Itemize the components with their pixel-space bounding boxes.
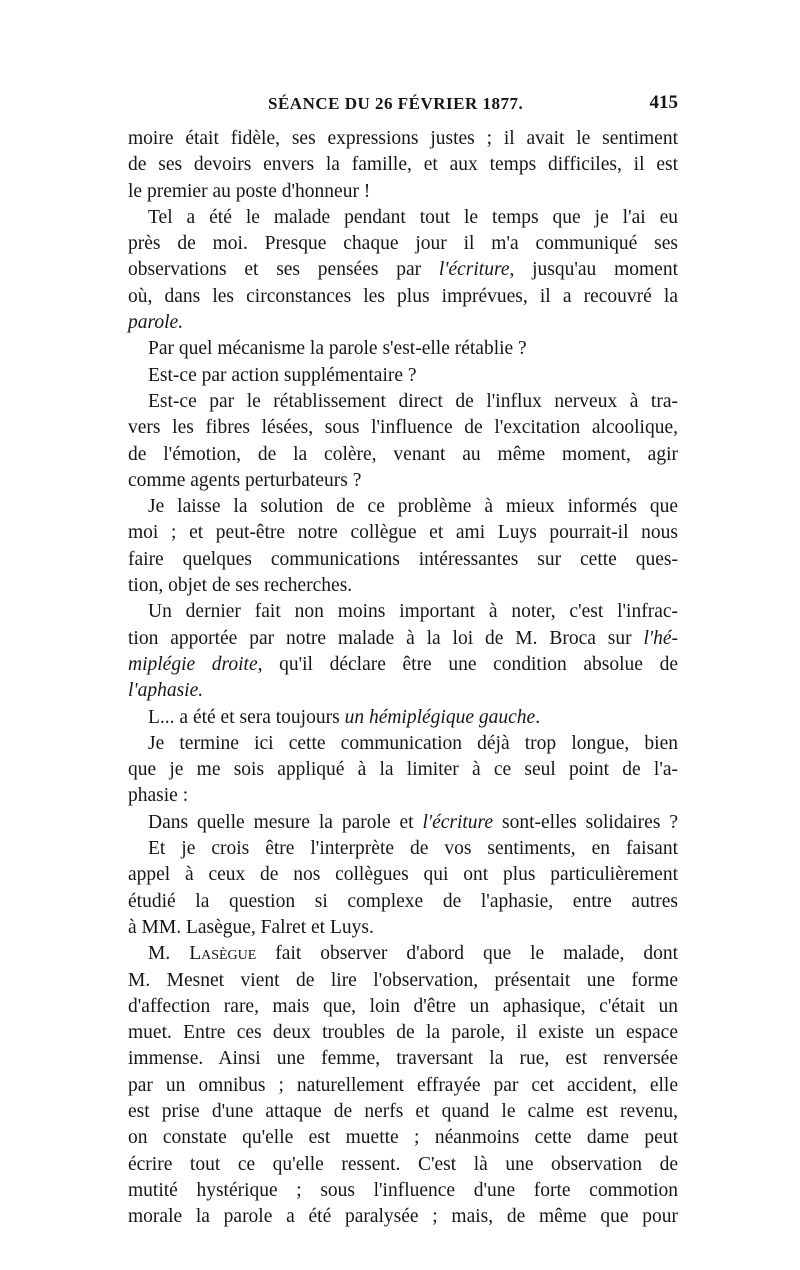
- text-line: M. Lasègue fait observer d'abord que le malade, dont: [148, 943, 678, 965]
- text-line: parole.: [128, 312, 184, 334]
- text-line: phasie :: [128, 785, 189, 807]
- text-line: morale la parole a été paralysée ; mais, de même que pour: [128, 1206, 678, 1228]
- text-line: comme agents perturbateurs ?: [128, 469, 362, 491]
- text-line: vers les fibres lésées, sous l'influence de l'excitation alcoolique,: [128, 417, 678, 439]
- text-line: faire quelques communications intéressantes sur cette ques-: [128, 548, 678, 570]
- text-line: moire était fidèle, ses expressions justes ; il avait le sentiment: [128, 128, 678, 149]
- text-line: Un dernier fait non moins important à noter, c'est l'infrac-: [148, 601, 678, 623]
- text-line: Et je crois être l'interprète de vos sentiments, en faisant: [148, 838, 678, 860]
- text-line: que je me sois appliqué à la limiter à ce seul point de l'a-: [128, 759, 678, 781]
- text-line: de ses devoirs envers la famille, et aux temps difficiles, il est: [128, 154, 678, 176]
- text-line: Je termine ici cette communication déjà trop longue, bien: [148, 732, 678, 754]
- text-line: observations et ses pensées par l'écriture, jusqu'au moment: [128, 259, 678, 281]
- text-line: près de moi. Presque chaque jour il m'a communiqué ses: [128, 233, 678, 255]
- text-line: muet. Entre ces deux troubles de la parole, il existe un espace: [128, 1022, 678, 1044]
- text-line: de l'émotion, de la colère, venant au même moment, agir: [128, 443, 678, 465]
- running-title: SÉANCE DU 26 FÉVRIER 1877.: [268, 94, 524, 113]
- text-line: Tel a été le malade pendant tout le temps que je l'ai eu: [148, 206, 678, 228]
- text-line: on constate qu'elle est muette ; néanmoins cette dame peut: [128, 1127, 678, 1149]
- text-line: Je laisse la solution de ce problème à mieux informés que: [148, 496, 678, 518]
- text-line: d'affection rare, mais que, loin d'être un aphasique, c'était un: [128, 995, 678, 1017]
- text-line: à MM. Lasègue, Falret et Luys.: [128, 916, 374, 938]
- page-header: [128, 92, 678, 122]
- text-line: tion, objet de ses recherches.: [128, 575, 353, 597]
- text-line: M. Mesnet vient de lire l'observation, présentait une forme: [128, 969, 678, 991]
- text-line: Dans quelle mesure la parole et l'écriture sont-elles solidaires ?: [148, 811, 678, 833]
- text-line: appel à ceux de nos collègues qui ont plus particulièrement: [128, 864, 678, 886]
- text-line: par un omnibus ; naturellement effrayée par cet accident, elle: [128, 1074, 678, 1096]
- text-line: moi ; et peut-être notre collègue et ami Luys pourrait-il nous: [128, 522, 678, 544]
- text-line: L... a été et sera toujours un hémiplégique gauche.: [148, 706, 541, 728]
- text-line: où, dans les circonstances les plus imprévues, il a recouvré la: [128, 285, 678, 307]
- text-line: l'aphasie.: [128, 680, 204, 702]
- body-text: [128, 126, 678, 1230]
- text-line: Est-ce par action supplémentaire ?: [148, 364, 417, 386]
- text-line: est prise d'une attaque de nerfs et quand le calme est revenu,: [128, 1100, 678, 1122]
- text-line: étudié la question si complexe de l'aphasie, entre autres: [128, 890, 678, 912]
- text-line: tion apportée par notre malade à la loi de M. Broca sur l'hé-: [128, 627, 678, 649]
- text-line: miplégie droite, qu'il déclare être une condition absolue de: [128, 653, 678, 675]
- text-line: le premier au poste d'honneur !: [128, 180, 371, 202]
- page-number: 415: [649, 92, 678, 113]
- text-line: immense. Ainsi une femme, traversant la rue, est renversée: [128, 1048, 678, 1070]
- text-line: mutité hystérique ; sous l'influence d'une forte commotion: [128, 1179, 678, 1201]
- text-line: écrire tout ce qu'elle ressent. C'est là une observation de: [128, 1153, 678, 1175]
- text-line: Par quel mécanisme la parole s'est-elle rétablie ?: [148, 338, 527, 360]
- text-line: Est-ce par le rétablissement direct de l'influx nerveux à tra-: [148, 390, 678, 412]
